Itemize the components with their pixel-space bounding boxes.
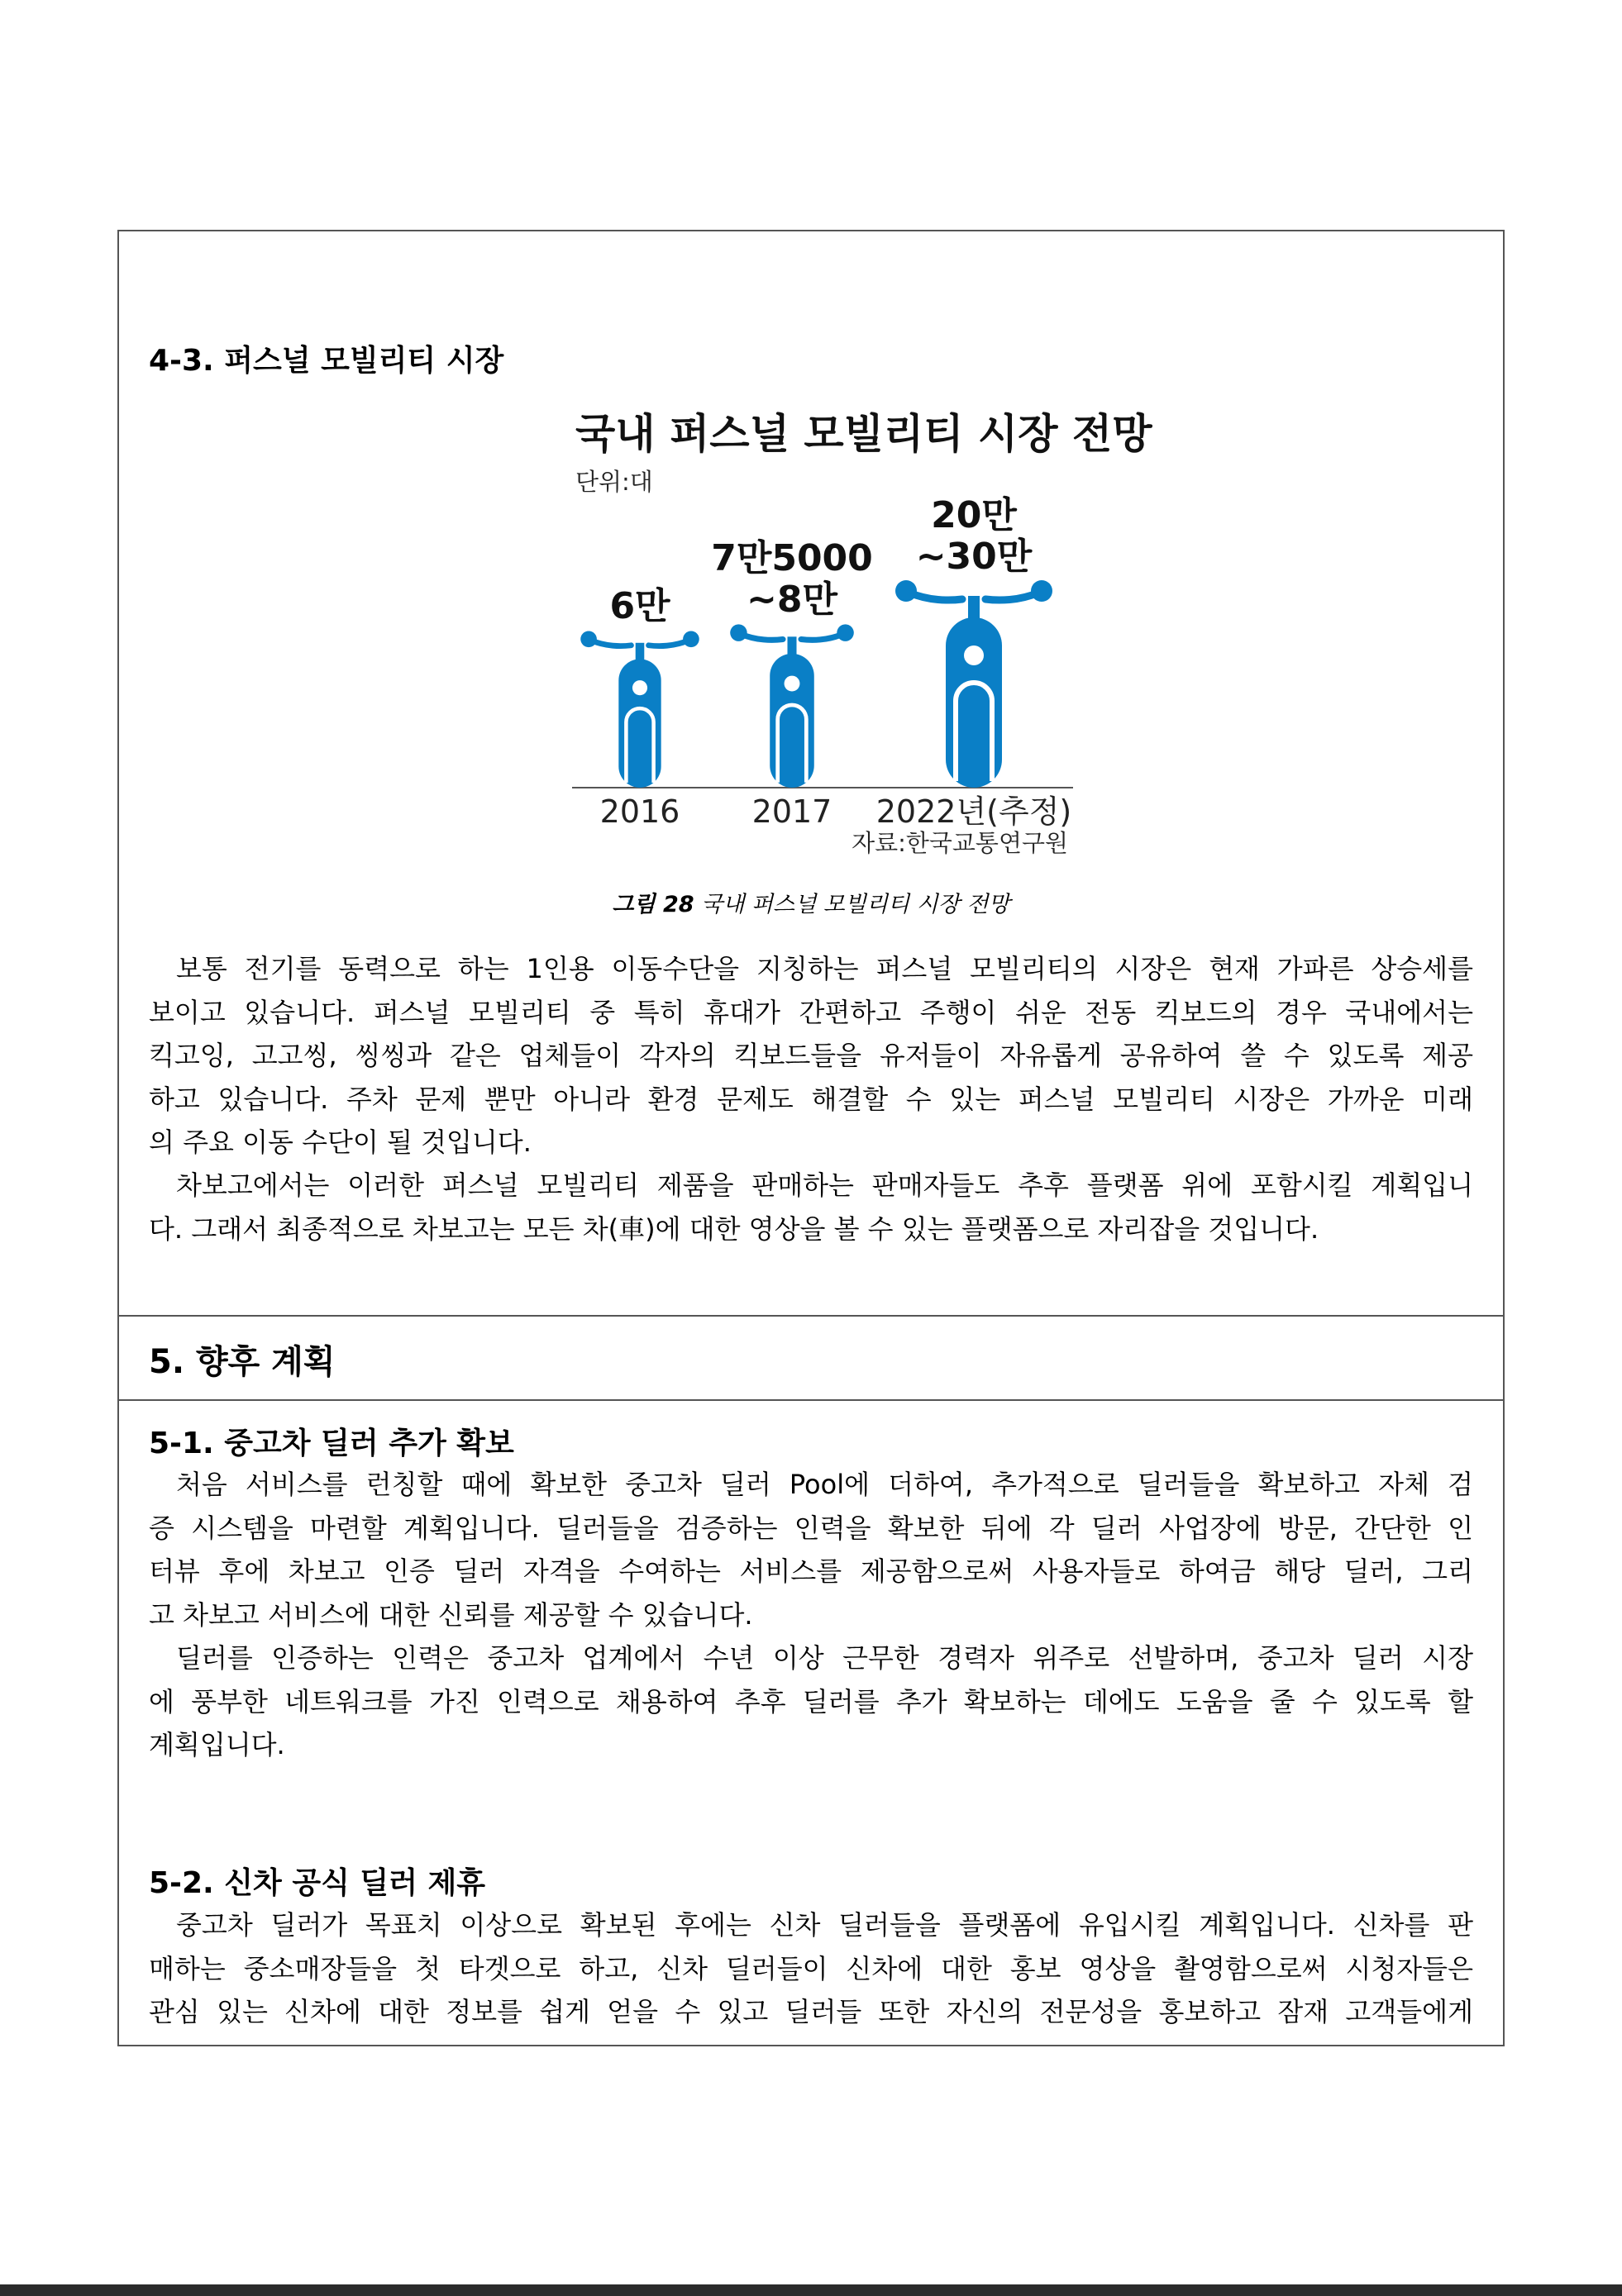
chart-category-label: 2017 [751,793,832,830]
chart-category-label: 2022년(추정) [875,793,1072,830]
paragraph-4-3-2 [149,1164,1473,1250]
paragraph-5-1-1 [149,1463,1473,1636]
section-divider [117,1315,1505,1317]
subsection-heading-5-1: 5-1. 중고차 딜러 추가 확보 [149,1427,514,1460]
chart-source: 자료:한국교통연구원 [852,829,1068,857]
chart-value-label: 20만 [931,494,1017,536]
chart-bar-scooter [895,580,1052,788]
chart-value-label: 6만 [609,584,670,627]
subsection-heading-5-2: 5-2. 신차 공식 딜러 제휴 [149,1866,486,1900]
figure-caption-text: 국내 퍼스널 모빌리티 시장 전망 [701,892,1010,917]
paragraph-5-2-1 [149,1903,1473,2034]
text-line: 킥고잉, 고고씽, 씽씽과 같은 업체들이 각자의 킥보드들을 유저들이 자유롭게 공유하여 쓸 수 있도록 제공 [149,1040,1473,1071]
chart-value-label: ~30만 [915,536,1033,578]
figure-caption-label: 그림 28 [612,892,694,917]
chart-title: 국내 퍼스널 모빌리티 시장 전망 [575,410,1152,458]
text-line: 매하는 중소매장들을 첫 타겟으로 하고, 신차 딜러들이 신차에 대한 홍보 영상을 촬영함으로써 시청자들은 [149,1952,1473,1984]
text-line: 고 차보고 서비스에 대한 신뢰를 제공할 수 있습니다. [149,1598,753,1631]
text-line: 관심 있는 신차에 대한 정보를 쉽게 얻을 수 있고 딜러들 또한 자신의 전문성을 홍보하고 잠재 고객들에게 [149,1996,1473,2027]
paragraph-4-3-1 [149,947,1473,1165]
text-line: 다. 그래서 최종적으로 차보고는 모든 차(車)에 대한 영상을 볼 수 있는 플랫폼으로 자리잡을 것입니다. [149,1212,1319,1245]
text-line: 처음 서비스를 런칭할 때에 확보한 중고차 딜러 Pool에 더하여, 추가적으로 딜러들을 확보하고 자체 검 [176,1469,1473,1500]
chart-value-label: 7만5000 [711,537,873,580]
text-line: 계획입니다. [149,1729,285,1760]
chart-value-label: ~8만 [747,579,837,622]
viewer-bottom-bar [0,2284,1622,2296]
section-divider [117,1399,1505,1401]
text-line: 의 주요 이동 수단이 될 것입니다. [149,1127,532,1158]
section-heading-5: 5. 향후 계획 [149,1343,336,1381]
text-line: 중고차 딜러가 목표치 이상으로 확보된 후에는 신차 딜러들을 플랫폼에 유입시킬 계획입니다. 신차를 판 [176,1909,1473,1941]
chart-bar-scooter [730,624,854,788]
chart-bar-scooter [580,631,699,788]
text-line: 하고 있습니다. 주차 문제 뿐만 아니라 환경 문제도 해결할 수 있는 퍼스널 모빌리티 시장은 가까운 미래 [149,1083,1473,1115]
text-line: 에 풍부한 네트워크를 가진 인력으로 채용하여 추후 딜러를 추가 확보하는 데에도 도움을 줄 수 있도록 할 [149,1685,1473,1717]
text-line: 차보고에서는 이러한 퍼스널 모빌리티 제품을 판매하는 판매자들도 추후 플랫폼 위에 포함시킬 계획입니 [176,1169,1473,1201]
paragraph-5-1-2 [149,1636,1473,1767]
figure-caption [0,886,1622,918]
text-line: 보이고 있습니다. 퍼스널 모빌리티 중 특히 휴대가 간편하고 주행이 쉬운 전동 킥보드의 경우 국내에서는 [149,996,1473,1028]
text-line: 보통 전기를 동력으로 하는 1인용 이동수단을 지칭하는 퍼스널 모빌리티의 시장은 현재 가파른 상승세를 [176,953,1473,984]
text-line: 딜러를 인증하는 인력은 중고차 업계에서 수년 이상 근무한 경력자 위주로 선발하며, 중고차 딜러 시장 [176,1642,1473,1674]
market-forecast-chart [562,409,1152,868]
chart-category-label: 2016 [599,793,680,830]
chart-unit-label: 단위:대 [575,468,653,496]
text-line: 증 시스템을 마련할 계획입니다. 딜러들을 검증하는 인력을 확보한 뒤에 각 딜러 사업장에 방문, 간단한 인 [149,1512,1473,1544]
text-line: 터뷰 후에 차보고 인증 딜러 자격을 수여하는 서비스를 제공함으로써 사용자들로 하여금 해당 딜러, 그리 [149,1555,1473,1587]
section-heading-4-3: 4-3. 퍼스널 모빌리티 시장 [149,344,504,378]
